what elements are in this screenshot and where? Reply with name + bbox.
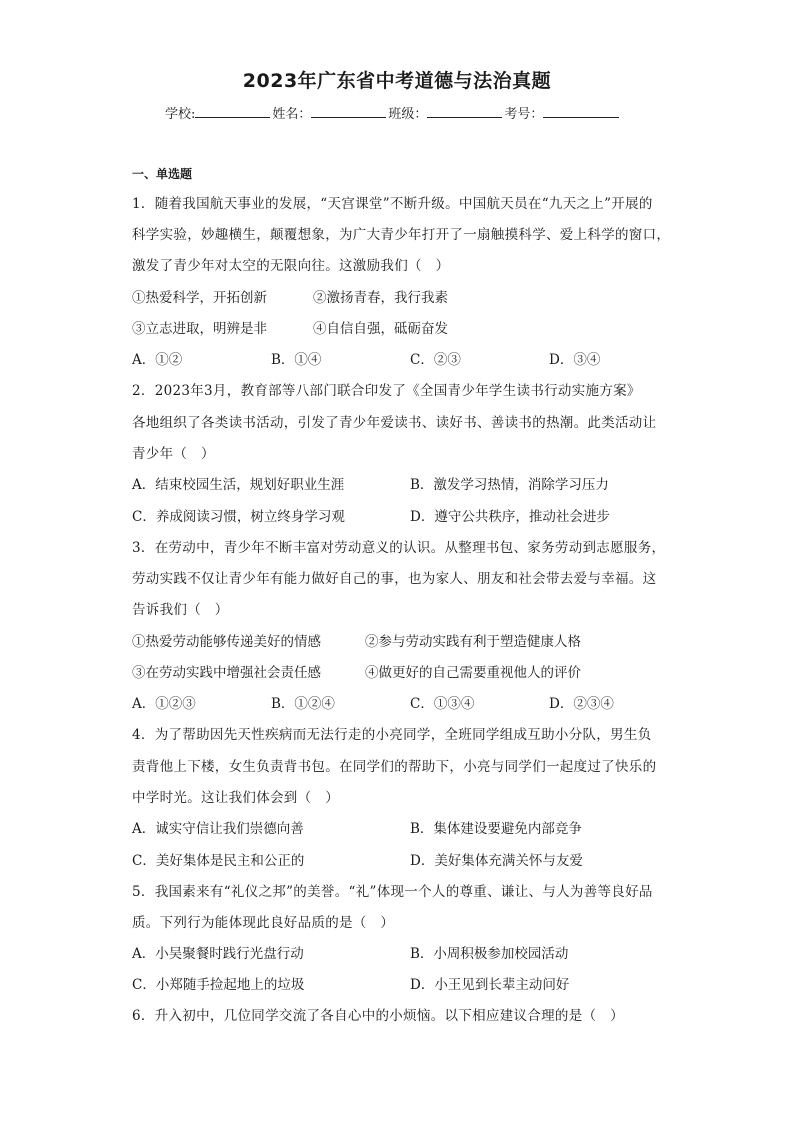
question-4-option-d[interactable]: D．美好集体充满关怀与友爱 bbox=[410, 853, 583, 869]
question-1-line-1: 1．随着我国航天事业的发展，“天宫课堂”不断升级。中国航天员在“九天之上”开展的 bbox=[132, 196, 653, 212]
question-1-statement-2: ②激扬青春，我行我素 bbox=[313, 290, 448, 306]
question-3-option-b[interactable]: B．①②④ bbox=[271, 696, 335, 712]
question-2-option-d[interactable]: D．遵守公共秩序，推动社会进步 bbox=[410, 509, 610, 525]
question-3-line-3: 告诉我们（ ） bbox=[132, 602, 229, 618]
school-blank[interactable] bbox=[195, 105, 270, 118]
question-1-option-b[interactable]: B．①④ bbox=[271, 352, 322, 368]
question-4-option-c[interactable]: C．美好集体是民主和公正的 bbox=[132, 853, 305, 869]
question-3-statement-1: ①热爱劳动能够传递美好的情感 bbox=[132, 634, 321, 650]
question-1-statement-3: ③立志进取，明辨是非 bbox=[132, 321, 267, 337]
question-1-option-c[interactable]: C．②③ bbox=[410, 352, 461, 368]
question-3-option-a[interactable]: A．①②③ bbox=[132, 696, 196, 712]
question-5-option-c[interactable]: C．小郑随手捡起地上的垃圾 bbox=[132, 977, 305, 993]
question-4-line-3: 中学时光。这让我们体会到（ ） bbox=[132, 790, 339, 806]
question-4-option-a[interactable]: A．诚实守信让我们崇德向善 bbox=[132, 821, 304, 837]
section-title: 一、单选题 bbox=[132, 167, 193, 181]
question-3-option-c[interactable]: C．①③④ bbox=[410, 696, 475, 712]
question-3-statement-4: ④做更好的自己需要重视他人的评价 bbox=[365, 665, 581, 681]
name-blank[interactable] bbox=[311, 105, 386, 118]
question-3-statement-2: ②参与劳动实践有利于塑造健康人格 bbox=[365, 634, 581, 650]
question-2-line-2: 各地组织了各类读书活动，引发了青少年爱读书、读好书、善读书的热潮。此类活动让 bbox=[132, 415, 657, 431]
question-4-option-b[interactable]: B．集体建设要避免内部竞争 bbox=[410, 821, 582, 837]
question-2-option-b[interactable]: B．激发学习热情，消除学习压力 bbox=[410, 477, 609, 493]
class-blank[interactable] bbox=[427, 105, 502, 118]
question-5-option-d[interactable]: D．小王见到长辈主动问好 bbox=[410, 977, 570, 993]
question-3-line-1: 3．在劳动中，青少年不断丰富对劳动意义的认识。从整理书包、家务劳动到志愿服务， bbox=[132, 540, 666, 556]
question-3-line-2: 劳动实践不仅让青少年有能力做好自己的事，也为家人、朋友和社会带去爱与幸福。这 bbox=[132, 571, 657, 587]
question-1-statement-4: ④自信自强，砥砺奋发 bbox=[313, 321, 448, 337]
exam-title: 2023年广东省中考道德与法治真题 bbox=[242, 70, 552, 92]
class-label: 班级： bbox=[388, 107, 428, 122]
question-2-line-3: 青少年（ ） bbox=[132, 446, 215, 462]
question-5-line-2: 质。下列行为能体现此良好品质的是（ ） bbox=[132, 915, 395, 931]
question-5-option-b[interactable]: B．小周积极参加校园活动 bbox=[410, 946, 569, 962]
question-4-line-2: 责背他上下楼，女生负责背书包。在同学们的帮助下，小亮与同学们一起度过了快乐的 bbox=[132, 759, 657, 775]
exam-no-blank[interactable] bbox=[543, 105, 619, 118]
school-label: 学校: bbox=[165, 107, 196, 122]
question-4-line-1: 4．为了帮助因先天性疾病而无法行走的小亮同学，全班同学组成互助小分队，男生负 bbox=[132, 727, 652, 743]
question-1-statement-1: ①热爱科学，开拓创新 bbox=[132, 290, 267, 306]
question-2-option-a[interactable]: A．结束校园生活，规划好职业生涯 bbox=[132, 477, 345, 493]
question-2-option-c[interactable]: C．养成阅读习惯，树立终身学习观 bbox=[132, 509, 345, 525]
question-5-line-1: 5．我国素来有“礼仪之邦”的美誉。“礼”体现一个人的尊重、谦让、与人为善等良好品 bbox=[132, 884, 653, 900]
question-3-option-d[interactable]: D．②③④ bbox=[549, 696, 614, 712]
question-5-option-a[interactable]: A．小吴聚餐时践行光盘行动 bbox=[132, 946, 304, 962]
question-6-line-1: 6．升入初中，几位同学交流了各自心中的小烦恼。以下相应建议合理的是（ ） bbox=[132, 1008, 624, 1024]
question-2-line-1: 2．2023年3月，教育部等八部门联合印发了《全国青少年学生读书行动实施方案》 bbox=[132, 383, 641, 399]
question-1-line-2: 科学实验，妙趣横生，颠覆想象，为广大青少年打开了一扇触摸科学、爱上科学的窗口， bbox=[132, 227, 671, 243]
question-1-option-d[interactable]: D．③④ bbox=[549, 352, 601, 368]
question-1-line-3: 激发了青少年对太空的无限向往。这激励我们（ ） bbox=[132, 258, 450, 274]
question-1-option-a[interactable]: A．①② bbox=[132, 352, 183, 368]
student-info-line bbox=[165, 103, 621, 122]
exam-no-label: 考号： bbox=[504, 107, 544, 122]
name-label: 姓名： bbox=[272, 107, 312, 122]
question-3-statement-3: ③在劳动实践中增强社会责任感 bbox=[132, 665, 321, 681]
